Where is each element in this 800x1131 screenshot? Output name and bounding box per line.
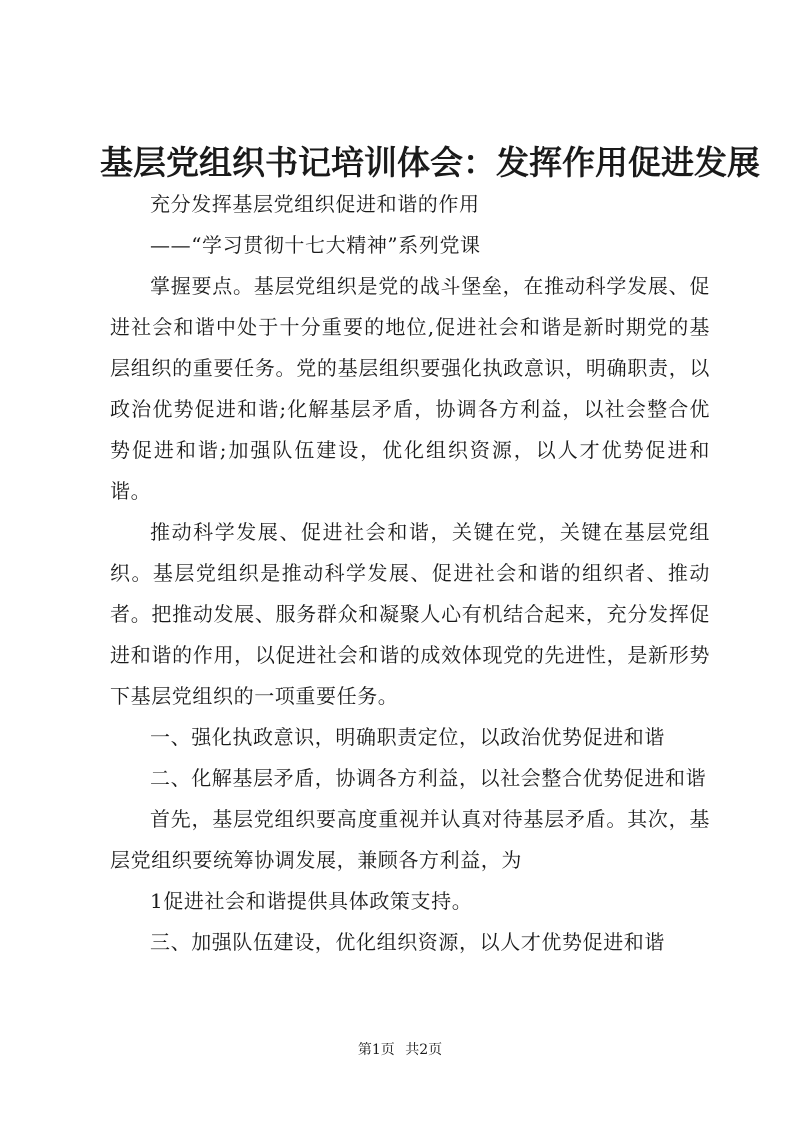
paragraph: 推动科学发展、促进社会和谐，关键在党，关键在基层党组织。基层党组织是推动科学发展、促进社会和谐的组织者、推动者。把推动发展、服务群众和凝聚人心有机结合起来，充分发挥促进和谐的作用，以促进社会和谐的成效体现党的先进性，是新形势下基层党组织的一项重要任务。 — [110, 520, 710, 708]
paragraph-series: ——“学习贯彻十七大精神”系列党课 — [150, 233, 481, 257]
paragraph: 掌握要点。基层党组织是党的战斗堡垒，在推动科学发展、促进社会和谐中处于十分重要的地位,促进社会和谐是新时期党的基层组织的重要任务。党的基层组织要强化执政意识，明确职责，以政治优势促进和谐;化解基层矛盾，协调各方利益，以社会整合优势促进和谐;加强队伍建设，优化组织资源，以人才优势促进和谐。 — [110, 274, 710, 503]
paragraph: 1促进社会和谐提供具体政策支持。 — [150, 889, 473, 913]
paragraph: 首先，基层党组织要高度重视并认真对待基层矛盾。其次，基层党组织要统筹协调发展，兼顾各方利益，为 — [110, 807, 710, 872]
section-heading: 二、化解基层矛盾，协调各方利益，以社会整合优势促进和谐 — [150, 766, 707, 790]
section-heading: 一、强化执政意识，明确职责定位，以政治优势促进和谐 — [150, 725, 665, 749]
document-body — [110, 184, 710, 963]
page-total: 共2页 — [405, 1042, 443, 1058]
paragraph-subtitle: 充分发挥基层党组织促进和谐的作用 — [150, 192, 480, 216]
section-heading: 三、加强队伍建设，优化组织资源，以人才优势促进和谐 — [150, 930, 665, 954]
page-footer — [0, 1040, 800, 1060]
page-number: 第1页 — [357, 1042, 395, 1058]
page-title: 基层党组织书记培训体会：发挥作用促进发展 — [100, 143, 760, 182]
